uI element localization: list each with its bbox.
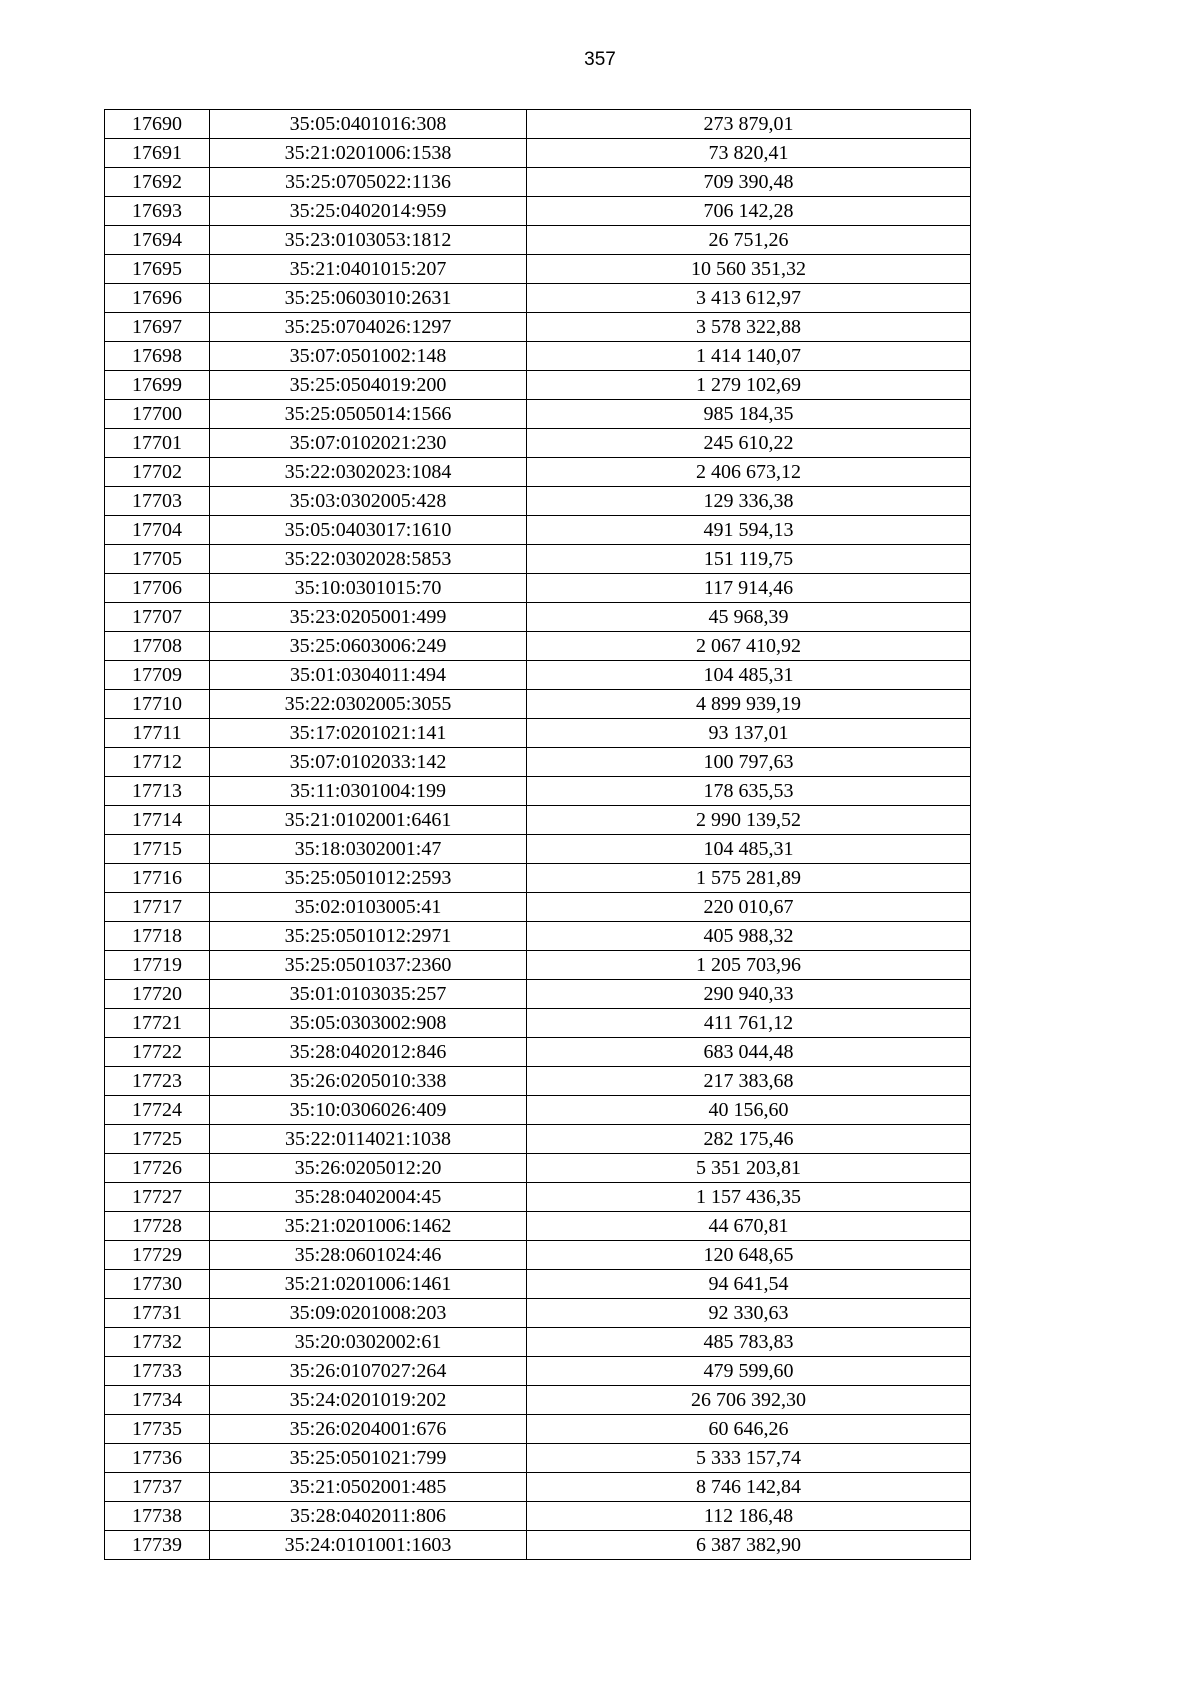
table-row bbox=[105, 1009, 971, 1038]
row-number-cell: 17707 bbox=[105, 603, 210, 632]
row-number-cell: 17730 bbox=[105, 1270, 210, 1299]
cadastral-value-cell: 1 414 140,07 bbox=[527, 342, 971, 371]
cadastral-value-cell: 93 137,01 bbox=[527, 719, 971, 748]
cadastral-number-cell: 35:23:0205001:499 bbox=[210, 603, 527, 632]
table-row bbox=[105, 922, 971, 951]
cadastral-value-cell: 2 406 673,12 bbox=[527, 458, 971, 487]
cadastral-number-cell: 35:07:0501002:148 bbox=[210, 342, 527, 371]
cadastral-number-cell: 35:21:0401015:207 bbox=[210, 255, 527, 284]
cadastral-value-cell: 4 899 939,19 bbox=[527, 690, 971, 719]
row-number-cell: 17698 bbox=[105, 342, 210, 371]
cadastral-number-cell: 35:25:0504019:200 bbox=[210, 371, 527, 400]
cadastral-value-cell: 245 610,22 bbox=[527, 429, 971, 458]
cadastral-number-cell: 35:25:0704026:1297 bbox=[210, 313, 527, 342]
cadastral-number-cell: 35:02:0103005:41 bbox=[210, 893, 527, 922]
row-number-cell: 17732 bbox=[105, 1328, 210, 1357]
table-row bbox=[105, 1473, 971, 1502]
cadastral-number-cell: 35:25:0603006:249 bbox=[210, 632, 527, 661]
row-number-cell: 17704 bbox=[105, 516, 210, 545]
cadastral-value-cell: 10 560 351,32 bbox=[527, 255, 971, 284]
table-row bbox=[105, 719, 971, 748]
row-number-cell: 17700 bbox=[105, 400, 210, 429]
cadastral-value-cell: 985 184,35 bbox=[527, 400, 971, 429]
row-number-cell: 17715 bbox=[105, 835, 210, 864]
table-row bbox=[105, 777, 971, 806]
table-row bbox=[105, 1502, 971, 1531]
row-number-cell: 17734 bbox=[105, 1386, 210, 1415]
table-row bbox=[105, 1531, 971, 1560]
cadastral-number-cell: 35:01:0304011:494 bbox=[210, 661, 527, 690]
row-number-cell: 17711 bbox=[105, 719, 210, 748]
row-number-cell: 17716 bbox=[105, 864, 210, 893]
cadastral-value-cell: 273 879,01 bbox=[527, 110, 971, 139]
row-number-cell: 17690 bbox=[105, 110, 210, 139]
table-row bbox=[105, 1125, 971, 1154]
row-number-cell: 17724 bbox=[105, 1096, 210, 1125]
cadastral-number-cell: 35:21:0201006:1462 bbox=[210, 1212, 527, 1241]
cadastral-value-table bbox=[104, 109, 971, 1560]
table-row bbox=[105, 980, 971, 1009]
cadastral-number-cell: 35:26:0107027:264 bbox=[210, 1357, 527, 1386]
cadastral-value-cell: 2 067 410,92 bbox=[527, 632, 971, 661]
table-row bbox=[105, 864, 971, 893]
table-body bbox=[105, 110, 971, 1560]
row-number-cell: 17712 bbox=[105, 748, 210, 777]
cadastral-value-cell: 129 336,38 bbox=[527, 487, 971, 516]
table-row bbox=[105, 690, 971, 719]
cadastral-number-cell: 35:21:0201006:1461 bbox=[210, 1270, 527, 1299]
table-row bbox=[105, 1444, 971, 1473]
cadastral-value-cell: 1 575 281,89 bbox=[527, 864, 971, 893]
cadastral-number-cell: 35:26:0205012:20 bbox=[210, 1154, 527, 1183]
cadastral-number-cell: 35:24:0201019:202 bbox=[210, 1386, 527, 1415]
cadastral-value-cell: 1 157 436,35 bbox=[527, 1183, 971, 1212]
cadastral-number-cell: 35:10:0306026:409 bbox=[210, 1096, 527, 1125]
row-number-cell: 17696 bbox=[105, 284, 210, 313]
row-number-cell: 17725 bbox=[105, 1125, 210, 1154]
cadastral-number-cell: 35:22:0302023:1084 bbox=[210, 458, 527, 487]
cadastral-value-cell: 411 761,12 bbox=[527, 1009, 971, 1038]
table-row bbox=[105, 342, 971, 371]
cadastral-number-cell: 35:17:0201021:141 bbox=[210, 719, 527, 748]
cadastral-value-cell: 151 119,75 bbox=[527, 545, 971, 574]
table-row bbox=[105, 371, 971, 400]
cadastral-value-cell: 479 599,60 bbox=[527, 1357, 971, 1386]
cadastral-number-cell: 35:20:0302002:61 bbox=[210, 1328, 527, 1357]
cadastral-number-cell: 35:10:0301015:70 bbox=[210, 574, 527, 603]
cadastral-value-cell: 220 010,67 bbox=[527, 893, 971, 922]
row-number-cell: 17710 bbox=[105, 690, 210, 719]
table-row bbox=[105, 168, 971, 197]
table-row bbox=[105, 951, 971, 980]
cadastral-value-cell: 44 670,81 bbox=[527, 1212, 971, 1241]
table-row bbox=[105, 226, 971, 255]
table-row bbox=[105, 516, 971, 545]
table-row bbox=[105, 748, 971, 777]
table-row bbox=[105, 574, 971, 603]
row-number-cell: 17718 bbox=[105, 922, 210, 951]
cadastral-number-cell: 35:25:0402014:959 bbox=[210, 197, 527, 226]
cadastral-number-cell: 35:28:0402004:45 bbox=[210, 1183, 527, 1212]
cadastral-value-cell: 60 646,26 bbox=[527, 1415, 971, 1444]
table-row bbox=[105, 1067, 971, 1096]
cadastral-value-cell: 491 594,13 bbox=[527, 516, 971, 545]
cadastral-value-cell: 2 990 139,52 bbox=[527, 806, 971, 835]
row-number-cell: 17702 bbox=[105, 458, 210, 487]
table-row bbox=[105, 1357, 971, 1386]
cadastral-value-cell: 290 940,33 bbox=[527, 980, 971, 1009]
cadastral-number-cell: 35:28:0402012:846 bbox=[210, 1038, 527, 1067]
cadastral-value-cell: 706 142,28 bbox=[527, 197, 971, 226]
table-row bbox=[105, 835, 971, 864]
cadastral-value-cell: 100 797,63 bbox=[527, 748, 971, 777]
cadastral-value-cell: 112 186,48 bbox=[527, 1502, 971, 1531]
table-row bbox=[105, 1270, 971, 1299]
table-row bbox=[105, 1183, 971, 1212]
row-number-cell: 17693 bbox=[105, 197, 210, 226]
cadastral-number-cell: 35:21:0102001:6461 bbox=[210, 806, 527, 835]
table-row bbox=[105, 1212, 971, 1241]
cadastral-value-cell: 3 578 322,88 bbox=[527, 313, 971, 342]
cadastral-number-cell: 35:28:0402011:806 bbox=[210, 1502, 527, 1531]
row-number-cell: 17722 bbox=[105, 1038, 210, 1067]
row-number-cell: 17695 bbox=[105, 255, 210, 284]
table-row bbox=[105, 545, 971, 574]
row-number-cell: 17697 bbox=[105, 313, 210, 342]
row-number-cell: 17691 bbox=[105, 139, 210, 168]
cadastral-value-cell: 178 635,53 bbox=[527, 777, 971, 806]
table-row bbox=[105, 284, 971, 313]
cadastral-value-cell: 709 390,48 bbox=[527, 168, 971, 197]
cadastral-value-cell: 104 485,31 bbox=[527, 835, 971, 864]
cadastral-number-cell: 35:25:0705022:1136 bbox=[210, 168, 527, 197]
cadastral-number-cell: 35:25:0501021:799 bbox=[210, 1444, 527, 1473]
table-row bbox=[105, 661, 971, 690]
table-row bbox=[105, 458, 971, 487]
cadastral-number-cell: 35:09:0201008:203 bbox=[210, 1299, 527, 1328]
table-row bbox=[105, 1328, 971, 1357]
cadastral-number-cell: 35:23:0103053:1812 bbox=[210, 226, 527, 255]
row-number-cell: 17694 bbox=[105, 226, 210, 255]
cadastral-number-cell: 35:26:0204001:676 bbox=[210, 1415, 527, 1444]
row-number-cell: 17729 bbox=[105, 1241, 210, 1270]
row-number-cell: 17726 bbox=[105, 1154, 210, 1183]
table-row bbox=[105, 429, 971, 458]
cadastral-value-cell: 117 914,46 bbox=[527, 574, 971, 603]
table-row bbox=[105, 1096, 971, 1125]
cadastral-value-cell: 1 279 102,69 bbox=[527, 371, 971, 400]
cadastral-number-cell: 35:05:0403017:1610 bbox=[210, 516, 527, 545]
table-row bbox=[105, 1415, 971, 1444]
row-number-cell: 17699 bbox=[105, 371, 210, 400]
cadastral-number-cell: 35:03:0302005:428 bbox=[210, 487, 527, 516]
cadastral-number-cell: 35:07:0102021:230 bbox=[210, 429, 527, 458]
row-number-cell: 17728 bbox=[105, 1212, 210, 1241]
table-row bbox=[105, 1241, 971, 1270]
cadastral-value-cell: 405 988,32 bbox=[527, 922, 971, 951]
row-number-cell: 17736 bbox=[105, 1444, 210, 1473]
cadastral-number-cell: 35:05:0401016:308 bbox=[210, 110, 527, 139]
row-number-cell: 17731 bbox=[105, 1299, 210, 1328]
table-row bbox=[105, 110, 971, 139]
cadastral-value-cell: 45 968,39 bbox=[527, 603, 971, 632]
table-row bbox=[105, 1299, 971, 1328]
row-number-cell: 17723 bbox=[105, 1067, 210, 1096]
cadastral-number-cell: 35:01:0103035:257 bbox=[210, 980, 527, 1009]
row-number-cell: 17706 bbox=[105, 574, 210, 603]
row-number-cell: 17708 bbox=[105, 632, 210, 661]
cadastral-number-cell: 35:18:0302001:47 bbox=[210, 835, 527, 864]
row-number-cell: 17733 bbox=[105, 1357, 210, 1386]
cadastral-value-cell: 94 641,54 bbox=[527, 1270, 971, 1299]
cadastral-value-cell: 92 330,63 bbox=[527, 1299, 971, 1328]
cadastral-value-cell: 5 351 203,81 bbox=[527, 1154, 971, 1183]
cadastral-value-cell: 1 205 703,96 bbox=[527, 951, 971, 980]
row-number-cell: 17738 bbox=[105, 1502, 210, 1531]
cadastral-value-cell: 3 413 612,97 bbox=[527, 284, 971, 313]
table-row bbox=[105, 487, 971, 516]
cadastral-value-cell: 104 485,31 bbox=[527, 661, 971, 690]
row-number-cell: 17717 bbox=[105, 893, 210, 922]
row-number-cell: 17735 bbox=[105, 1415, 210, 1444]
cadastral-number-cell: 35:25:0501012:2971 bbox=[210, 922, 527, 951]
cadastral-value-cell: 485 783,83 bbox=[527, 1328, 971, 1357]
cadastral-number-cell: 35:24:0101001:1603 bbox=[210, 1531, 527, 1560]
table-row bbox=[105, 255, 971, 284]
table-row bbox=[105, 197, 971, 226]
cadastral-value-cell: 26 706 392,30 bbox=[527, 1386, 971, 1415]
cadastral-number-cell: 35:21:0201006:1538 bbox=[210, 139, 527, 168]
cadastral-value-cell: 217 383,68 bbox=[527, 1067, 971, 1096]
table-row bbox=[105, 1038, 971, 1067]
cadastral-number-cell: 35:11:0301004:199 bbox=[210, 777, 527, 806]
table-row bbox=[105, 400, 971, 429]
cadastral-number-cell: 35:22:0302005:3055 bbox=[210, 690, 527, 719]
cadastral-number-cell: 35:25:0603010:2631 bbox=[210, 284, 527, 313]
row-number-cell: 17705 bbox=[105, 545, 210, 574]
cadastral-number-cell: 35:26:0205010:338 bbox=[210, 1067, 527, 1096]
cadastral-value-cell: 120 648,65 bbox=[527, 1241, 971, 1270]
cadastral-number-cell: 35:07:0102033:142 bbox=[210, 748, 527, 777]
page-number: 357 bbox=[584, 49, 616, 70]
cadastral-number-cell: 35:25:0501037:2360 bbox=[210, 951, 527, 980]
cadastral-number-cell: 35:25:0505014:1566 bbox=[210, 400, 527, 429]
table-row bbox=[105, 632, 971, 661]
row-number-cell: 17727 bbox=[105, 1183, 210, 1212]
table-row bbox=[105, 313, 971, 342]
cadastral-value-cell: 5 333 157,74 bbox=[527, 1444, 971, 1473]
cadastral-value-cell: 282 175,46 bbox=[527, 1125, 971, 1154]
cadastral-value-cell: 683 044,48 bbox=[527, 1038, 971, 1067]
table-row bbox=[105, 1154, 971, 1183]
cadastral-value-cell: 26 751,26 bbox=[527, 226, 971, 255]
row-number-cell: 17737 bbox=[105, 1473, 210, 1502]
table-row bbox=[105, 893, 971, 922]
row-number-cell: 17721 bbox=[105, 1009, 210, 1038]
cadastral-number-cell: 35:25:0501012:2593 bbox=[210, 864, 527, 893]
cadastral-number-cell: 35:22:0302028:5853 bbox=[210, 545, 527, 574]
cadastral-number-cell: 35:05:0303002:908 bbox=[210, 1009, 527, 1038]
cadastral-value-cell: 6 387 382,90 bbox=[527, 1531, 971, 1560]
cadastral-value-cell: 73 820,41 bbox=[527, 139, 971, 168]
cadastral-value-cell: 40 156,60 bbox=[527, 1096, 971, 1125]
table-row bbox=[105, 1386, 971, 1415]
cadastral-number-cell: 35:28:0601024:46 bbox=[210, 1241, 527, 1270]
table-row bbox=[105, 603, 971, 632]
cadastral-number-cell: 35:21:0502001:485 bbox=[210, 1473, 527, 1502]
row-number-cell: 17714 bbox=[105, 806, 210, 835]
row-number-cell: 17703 bbox=[105, 487, 210, 516]
table-row bbox=[105, 139, 971, 168]
row-number-cell: 17701 bbox=[105, 429, 210, 458]
cadastral-number-cell: 35:22:0114021:1038 bbox=[210, 1125, 527, 1154]
row-number-cell: 17720 bbox=[105, 980, 210, 1009]
row-number-cell: 17709 bbox=[105, 661, 210, 690]
table-row bbox=[105, 806, 971, 835]
row-number-cell: 17719 bbox=[105, 951, 210, 980]
row-number-cell: 17739 bbox=[105, 1531, 210, 1560]
row-number-cell: 17713 bbox=[105, 777, 210, 806]
cadastral-value-cell: 8 746 142,84 bbox=[527, 1473, 971, 1502]
row-number-cell: 17692 bbox=[105, 168, 210, 197]
